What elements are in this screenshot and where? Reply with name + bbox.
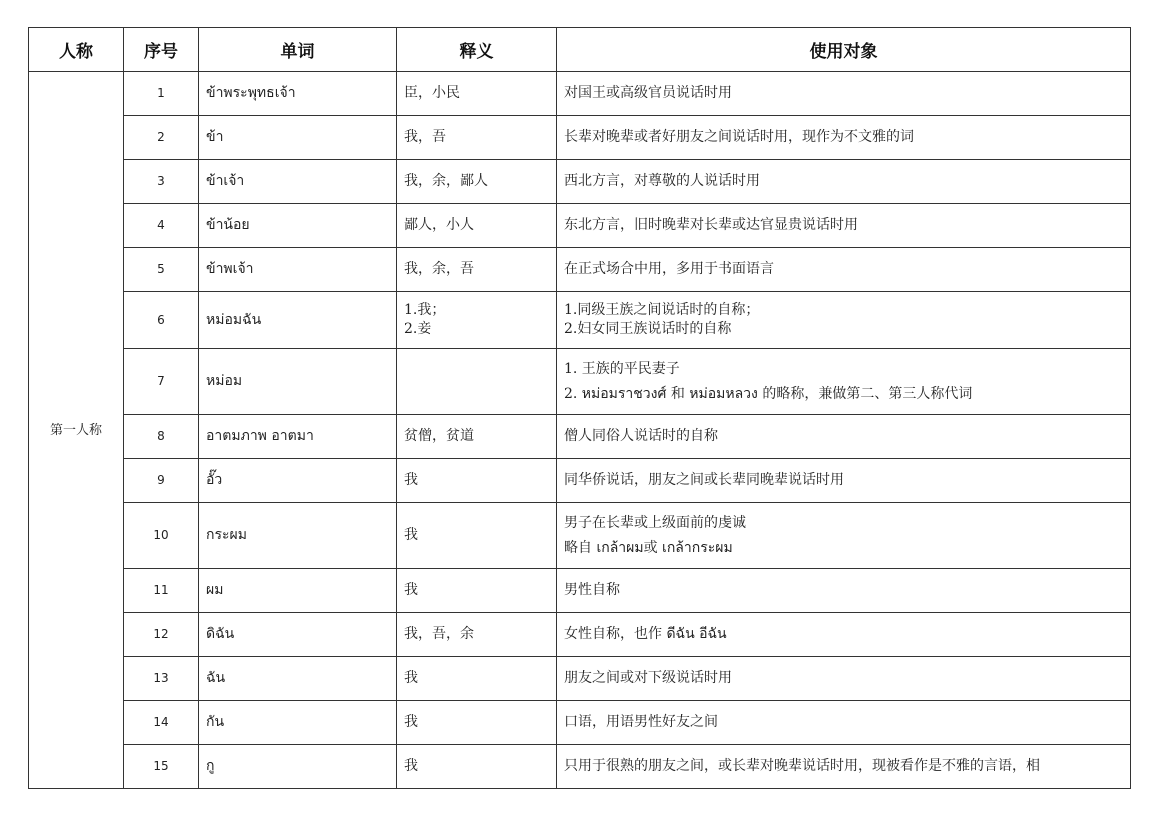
- thai-word: หม่อม: [199, 349, 397, 415]
- cell-line: 对国王或高级官员说话时用: [564, 85, 732, 101]
- thai-word: ฉัน: [199, 657, 397, 701]
- row-number: 3: [124, 160, 199, 204]
- row-number: 6: [124, 292, 199, 349]
- usage-cell: [557, 503, 1131, 569]
- meaning-cell: [397, 292, 557, 349]
- row-number: 2: [124, 116, 199, 160]
- cell-line: 同华侨说话，朋友之间或长辈同晚辈说话时用: [564, 472, 844, 488]
- thai-word: อั๊ว: [199, 459, 397, 503]
- row-number: 4: [124, 204, 199, 248]
- cell-line: 我: [404, 714, 418, 730]
- row-number: 13: [124, 657, 199, 701]
- thai-word: ข้าพระพุทธเจ้า: [199, 72, 397, 116]
- meaning-cell: [397, 503, 557, 569]
- cell-line: 西北方言，对尊敬的人说话时用: [564, 173, 760, 189]
- table-row: [29, 503, 1131, 569]
- header-usage: 使用对象: [557, 28, 1131, 72]
- meaning-cell: [397, 701, 557, 745]
- header-meaning: 释义: [397, 28, 557, 72]
- cell-line: 在正式场合中用，多用于书面语言: [564, 261, 774, 277]
- cell-line: 鄙人，小人: [404, 217, 474, 233]
- cell-line: 2.妇女同王族说话时的自称: [564, 321, 732, 337]
- row-number: 14: [124, 701, 199, 745]
- table-row: [29, 745, 1131, 789]
- cell-line: 我: [404, 670, 418, 686]
- usage-cell: [557, 248, 1131, 292]
- meaning-cell: [397, 657, 557, 701]
- header-word: 单词: [199, 28, 397, 72]
- cell-line: 贫僧，贫道: [404, 428, 474, 444]
- row-number: 7: [124, 349, 199, 415]
- table-row: [29, 116, 1131, 160]
- usage-cell: [557, 745, 1131, 789]
- cell-line: 我: [404, 527, 418, 543]
- cell-line: 女性自称，也作 ดีฉัน อีฉัน: [564, 626, 727, 642]
- cell-line: 僧人同俗人说话时的自称: [564, 428, 718, 444]
- row-number: 11: [124, 569, 199, 613]
- table-row: [29, 701, 1131, 745]
- meaning-cell: [397, 613, 557, 657]
- row-number: 15: [124, 745, 199, 789]
- row-number: 9: [124, 459, 199, 503]
- cell-line: 1.我；: [404, 302, 446, 318]
- thai-word: ข้าน้อย: [199, 204, 397, 248]
- thai-word: กู: [199, 745, 397, 789]
- usage-cell: [557, 657, 1131, 701]
- meaning-cell: [397, 72, 557, 116]
- table-row: [29, 292, 1131, 349]
- thai-word: อาตมภาพ อาตมา: [199, 415, 397, 459]
- cell-line: 1. 王族的平民妻子: [564, 360, 680, 377]
- usage-cell: [557, 72, 1131, 116]
- usage-cell: [557, 613, 1131, 657]
- meaning-cell: [397, 745, 557, 789]
- row-number: 5: [124, 248, 199, 292]
- thai-word: ดิฉัน: [199, 613, 397, 657]
- cell-line: 我，余，鄙人: [404, 173, 488, 189]
- thai-word: กระผม: [199, 503, 397, 569]
- header-row: [29, 28, 1131, 72]
- table-row: [29, 160, 1131, 204]
- table-row: [29, 569, 1131, 613]
- table-row: [29, 204, 1131, 248]
- cell-line: 臣，小民: [404, 85, 460, 101]
- thai-word: ข้าเจ้า: [199, 160, 397, 204]
- table-row: [29, 349, 1131, 415]
- usage-cell: [557, 459, 1131, 503]
- cell-line: 2. หม่อมราชวงศ์ 和 หม่อมหลวง 的略称，兼做第二、第三人称代词: [564, 385, 973, 402]
- cell-line: 我: [404, 758, 418, 774]
- cell-line: 略自 เกล้าผม或 เกล้ากระผม: [564, 539, 733, 556]
- row-number: 8: [124, 415, 199, 459]
- meaning-cell: [397, 349, 557, 415]
- usage-cell: [557, 204, 1131, 248]
- table-row: [29, 415, 1131, 459]
- cell-line: 我: [404, 472, 418, 488]
- cell-line: 东北方言，旧时晚辈对长辈或达官显贵说话时用: [564, 217, 858, 233]
- thai-word: ผม: [199, 569, 397, 613]
- table-row: [29, 459, 1131, 503]
- meaning-cell: [397, 204, 557, 248]
- cell-line: 男子在长辈或上级面前的虔诚: [564, 514, 746, 531]
- usage-cell: [557, 415, 1131, 459]
- row-number: 10: [124, 503, 199, 569]
- row-number: 12: [124, 613, 199, 657]
- meaning-cell: [397, 248, 557, 292]
- person-category-cell: 第一人称: [29, 72, 124, 789]
- cell-line: 只用于很熟的朋友之间，或长辈对晚辈说话时用，现被看作是不雅的言语，相: [564, 758, 1040, 774]
- usage-cell: [557, 349, 1131, 415]
- thai-word: กัน: [199, 701, 397, 745]
- pronoun-table: [28, 27, 1131, 789]
- usage-cell: [557, 569, 1131, 613]
- header-person: 人称: [29, 28, 124, 72]
- thai-word: ข้าพเจ้า: [199, 248, 397, 292]
- table-row: [29, 72, 1131, 116]
- cell-line: 长辈对晚辈或者好朋友之间说话时用，现作为不文雅的词: [564, 129, 914, 145]
- cell-line: 我，余，吾: [404, 261, 474, 277]
- cell-line: 男性自称: [564, 582, 620, 598]
- table-row: [29, 657, 1131, 701]
- cell-line: 我: [404, 582, 418, 598]
- usage-cell: [557, 292, 1131, 349]
- usage-cell: [557, 116, 1131, 160]
- cell-line: 口语，用语男性好友之间: [564, 714, 718, 730]
- meaning-cell: [397, 415, 557, 459]
- meaning-cell: [397, 116, 557, 160]
- meaning-cell: [397, 459, 557, 503]
- header-number: 序号: [124, 28, 199, 72]
- cell-line: 我，吾: [404, 129, 446, 145]
- thai-word: หม่อมฉัน: [199, 292, 397, 349]
- cell-line: 我，吾，余: [404, 626, 474, 642]
- cell-line: 1.同级王族之间说话时的自称；: [564, 302, 760, 318]
- table-row: [29, 613, 1131, 657]
- thai-word: ข้า: [199, 116, 397, 160]
- table-row: [29, 248, 1131, 292]
- usage-cell: [557, 701, 1131, 745]
- meaning-cell: [397, 160, 557, 204]
- row-number: 1: [124, 72, 199, 116]
- cell-line: 朋友之间或对下级说话时用: [564, 670, 732, 686]
- usage-cell: [557, 160, 1131, 204]
- cell-line: 2.妾: [404, 321, 432, 337]
- meaning-cell: [397, 569, 557, 613]
